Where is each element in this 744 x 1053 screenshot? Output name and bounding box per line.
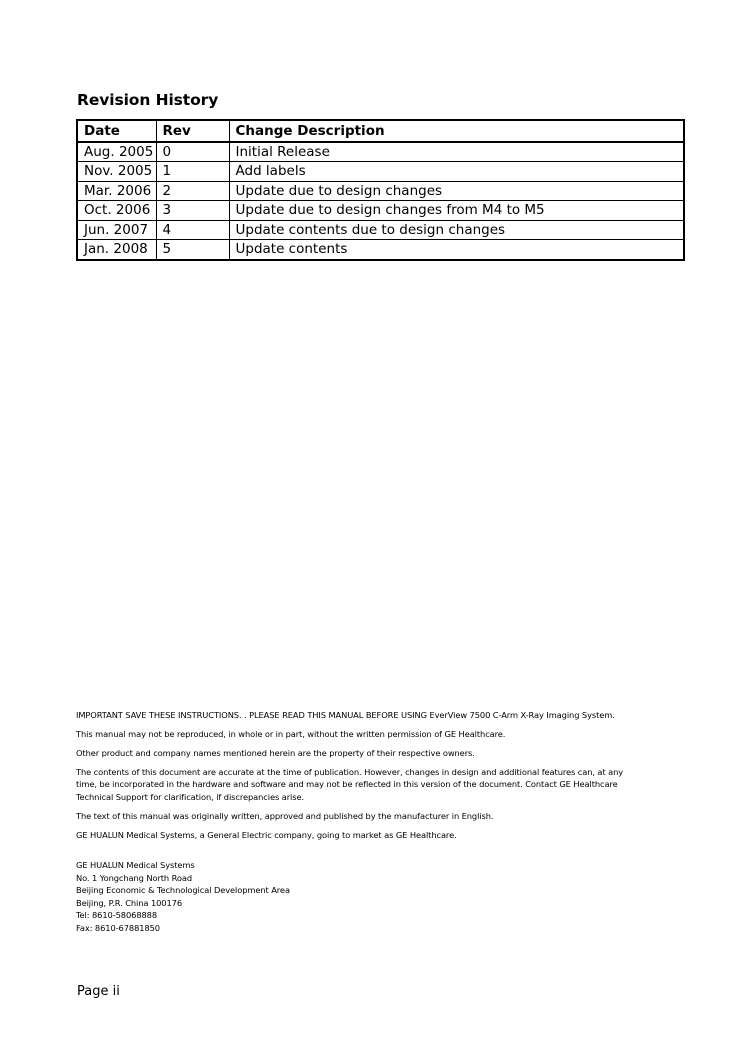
column-header-date: Date <box>77 120 156 142</box>
cell-date: Oct. 2006 <box>77 201 156 221</box>
table-row <box>77 162 684 182</box>
company-address <box>76 859 290 935</box>
table-row <box>77 220 684 240</box>
revision-history-table <box>76 119 685 261</box>
table-row <box>77 181 684 201</box>
cell-date: Nov. 2005 <box>77 162 156 182</box>
table-row <box>77 240 684 260</box>
address-line: No. 1 Yongchang North Road <box>76 872 193 883</box>
cell-rev: 0 <box>156 142 229 162</box>
address-line: Beijing Economic & Technological Development Area <box>76 885 290 896</box>
cell-description: Add labels <box>229 162 684 182</box>
cell-description: Update due to design changes <box>229 181 684 201</box>
legal-paragraph-language: The text of this manual was originally written, approved and published by the manufacturer in English. <box>76 810 494 821</box>
legal-paragraph-trademarks: Other product and company names mentioned herein are the property of their respective owners. <box>76 747 475 758</box>
address-line: GE HUALUN Medical Systems <box>76 860 195 870</box>
cell-description: Update contents <box>229 240 684 260</box>
cell-date: Mar. 2006 <box>77 181 156 201</box>
legal-paragraph-company: GE HUALUN Medical Systems, a General Electric company, going to market as GE Healthcare. <box>76 829 457 840</box>
table-header-row <box>77 120 684 142</box>
column-header-change-description: Change Description <box>229 120 684 142</box>
cell-rev: 4 <box>156 220 229 240</box>
cell-rev: 1 <box>156 162 229 182</box>
address-line: Beijing, P.R. China 100176 <box>76 897 183 908</box>
legal-paragraph-accuracy: The contents of this document are accurate at the time of publication. However, changes in design and additional features can, at any time, be incorporated in the hardware and software and may not be reflected in this version of the document. Contact GE Healthcare Technical Support for clarification, if discrepancies arise. <box>76 766 624 802</box>
page-number: Page ii <box>77 984 120 999</box>
cell-rev: 5 <box>156 240 229 260</box>
table-row <box>77 201 684 221</box>
legal-paragraph-reproduction: This manual may not be reproduced, in whole or in part, without the written permission of GE Healthcare. <box>76 728 506 739</box>
cell-date: Aug. 2005 <box>77 142 156 162</box>
cell-description: Update contents due to design changes <box>229 220 684 240</box>
cell-date: Jan. 2008 <box>77 240 156 260</box>
table-row <box>77 142 684 162</box>
address-fax: Fax: 8610-67881850 <box>76 922 160 933</box>
cell-description: Initial Release <box>229 142 684 162</box>
revision-history-title: Revision History <box>77 91 219 109</box>
cell-description: Update due to design changes from M4 to M5 <box>229 201 684 221</box>
legal-notice <box>76 709 636 848</box>
cell-rev: 2 <box>156 181 229 201</box>
address-phone: Tel: 8610-58068888 <box>76 910 158 921</box>
legal-paragraph-important: IMPORTANT SAVE THESE INSTRUCTIONS. . PLEASE READ THIS MANUAL BEFORE USING EverView 7500 C-Arm X-Ray Imaging System. <box>76 710 615 720</box>
column-header-rev: Rev <box>156 120 229 142</box>
cell-rev: 3 <box>156 201 229 221</box>
cell-date: Jun. 2007 <box>77 220 156 240</box>
